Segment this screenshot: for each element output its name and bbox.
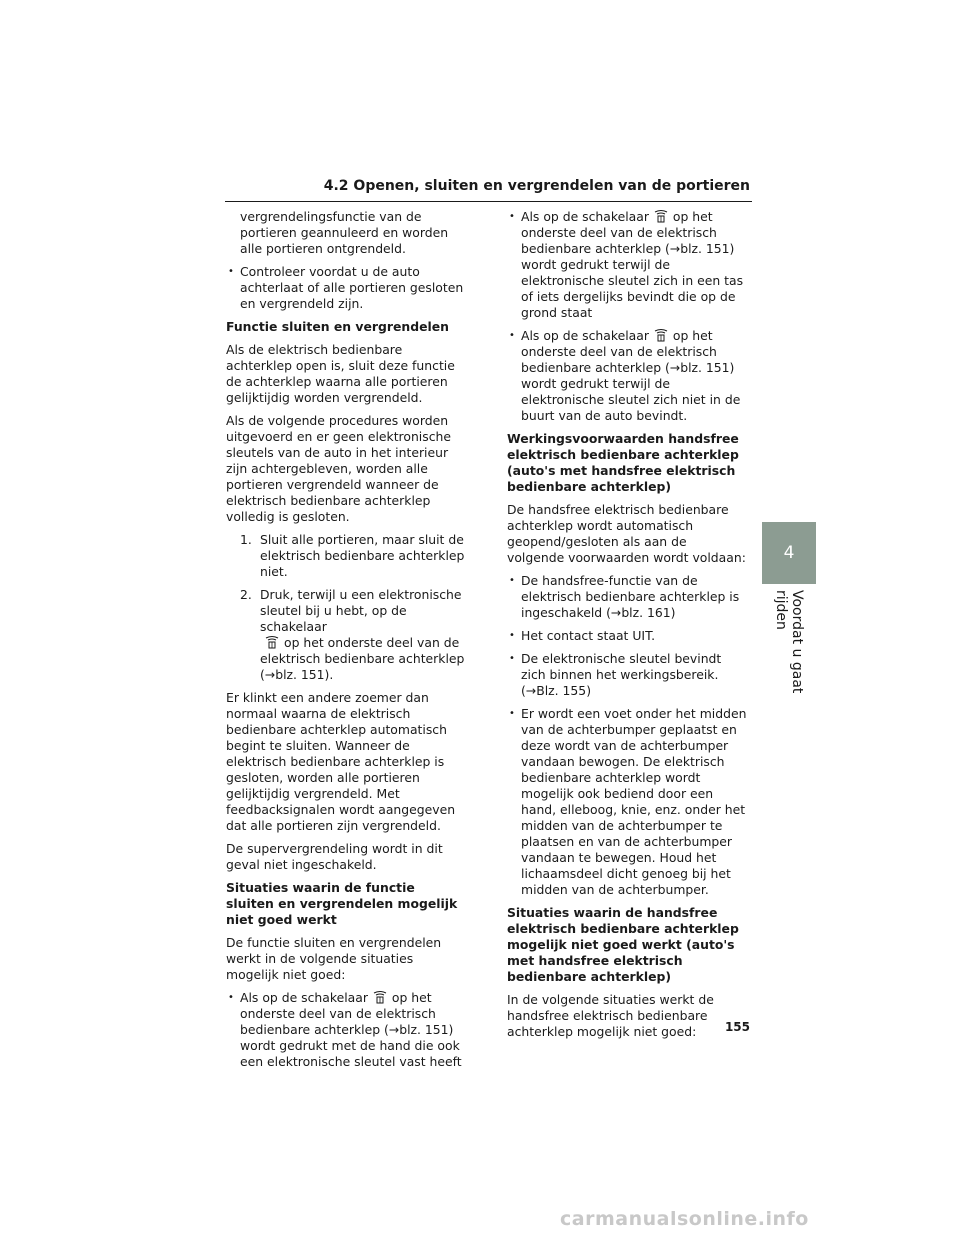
subheading: Situaties waarin de functie sluiten en vergrendelen mogelijk niet goed werkt — [226, 880, 458, 927]
bullet-item — [507, 209, 747, 321]
subheading: Werkingsvoorwaarden handsfree elektrisch bedienbare achterklep (auto's met handsfree elektrisch bedienbare achterklep) — [507, 431, 739, 494]
tailgate-switch-icon — [653, 328, 669, 342]
watermark: carmanualsonline.info — [560, 1208, 809, 1230]
chapter-tab — [762, 522, 816, 584]
paragraph: vergrendelingsfunctie van de portieren geannuleerd en worden alle portieren ontgrendeld. — [240, 209, 449, 256]
page-number: 155 — [724, 1020, 750, 1034]
bullet-item: • De elektronische sleutel bevindt zich binnen het werkingsbereik. (→Blz. 155) — [507, 651, 747, 699]
left-column — [226, 209, 466, 1077]
subheading: Situaties waarin de handsfree elektrisch bedienbare achterklep mogelijk niet goed werkt (auto's met handsfree elektrisch bedienbare achterklep) — [507, 905, 739, 984]
list-text: Sluit alle portieren, maar sluit de elektrisch bedienbare achterklep niet. — [260, 532, 465, 579]
chapter-label: Voordat u gaat rijden — [773, 590, 805, 694]
list-text: blz. 151). — [275, 667, 334, 682]
paragraph: In de volgende situaties werkt de handsfree elektrisch bedienbare achterklep mogelijk niet goed: — [507, 992, 714, 1039]
subheading: Functie sluiten en vergrendelen — [226, 319, 449, 334]
bullet-item: • De handsfree-functie van de elektrisch bedienbare achterklep is ingeschakeld (→blz. 161) — [507, 573, 747, 621]
bullet-item: • Er wordt een voet onder het midden van de achterbumper geplaatst en deze wordt van de achterbumper vandaan bewogen. De elektrisch bedienbare achterklep wordt mogelijk ook bediend door een hand, elleboog, knie, enz. onder het midden van de achterbumper te plaatsen en van de achterbumper vandaan te bewegen. Houd het lichaamsdeel dicht genoeg bij het midden van de achterbumper. — [507, 706, 747, 898]
bullet-item: • Het contact staat UIT. — [507, 628, 747, 644]
paragraph: De supervergrendeling wordt in dit geval niet ingeschakeld. — [226, 841, 443, 872]
list-text: op het onderste deel van de elektrisch bedienbare achterklep — [260, 635, 465, 666]
bullet-item — [226, 990, 466, 1070]
bullet-item — [507, 328, 747, 424]
paragraph: Als de elektrisch bedienbare achterklep open is, sluit deze functie de achterklep waarna alle portieren gelijktijdig worden vergrendeld. — [226, 342, 455, 405]
section-title: 4.2 Openen, sluiten en vergrendelen van de portieren — [323, 178, 750, 194]
list-text: (→ — [260, 667, 276, 682]
chapter-number: 4 — [783, 543, 795, 563]
right-column — [507, 209, 747, 1047]
bullet-text: op het onderste deel van de elektrisch bedienbare achterklep (→blz. 151) wordt gedrukt met de hand die ook een elektronische sleutel vast heeft — [240, 990, 462, 1069]
paragraph: Er klinkt een andere zoemer dan normaal waarna de elektrisch bedienbare achterklep automatisch begint te sluiten. Wanneer de elektrisch bedienbare achterklep is gesloten, worden alle portieren gelijktijdig vergrendeld. Met feedbacksignalen wordt aangegeven dat alle portieren zijn vergrendeld. — [226, 690, 456, 833]
bullet-text: Als op de schakelaar — [521, 209, 649, 224]
paragraph: De handsfree elektrisch bedienbare achterklep wordt automatisch geopend/gesloten als aan de volgende voorwaarden wordt voldaan: — [507, 502, 746, 565]
header-divider — [225, 201, 752, 202]
bullet-text: Als op de schakelaar — [240, 990, 368, 1005]
tailgate-switch-icon — [372, 990, 388, 1004]
bullet-text: Als op de schakelaar — [521, 328, 649, 343]
tailgate-switch-icon — [264, 635, 280, 649]
numbered-list — [226, 532, 466, 683]
list-item — [240, 532, 466, 580]
bullet-item: • Controleer voordat u de auto achterlaat of alle portieren gesloten en vergrendeld zijn. — [226, 264, 466, 312]
list-number: 1. — [240, 532, 252, 547]
paragraph: De functie sluiten en vergrendelen werkt in de volgende situaties mogelijk niet goed: — [226, 935, 442, 982]
list-text: Druk, terwijl u een elektronische sleutel bij u hebt, op de schakelaar — [260, 587, 462, 634]
list-item — [240, 587, 466, 683]
bullet-text: op het onderste deel van de elektrisch bedienbare achterklep (→blz. 151) wordt gedrukt terwijl de elektronische sleutel zich in een tas of iets dergelijks bevindt die op de grond staat — [521, 209, 744, 320]
list-number: 2. — [240, 587, 252, 602]
tailgate-switch-icon — [653, 209, 669, 223]
paragraph: Als de volgende procedures worden uitgevoerd en er geen elektronische sleutels van de auto in het interieur zijn achtergebleven, worden alle portieren vergrendeld wanneer de elektrisch bedienbare achterklep volledig is gesloten. — [226, 413, 451, 524]
bullet-text: op het onderste deel van de elektrisch bedienbare achterklep (→blz. 151) wordt gedrukt terwijl de elektronische sleutel zich niet in de buurt van de auto bevindt. — [521, 328, 741, 423]
